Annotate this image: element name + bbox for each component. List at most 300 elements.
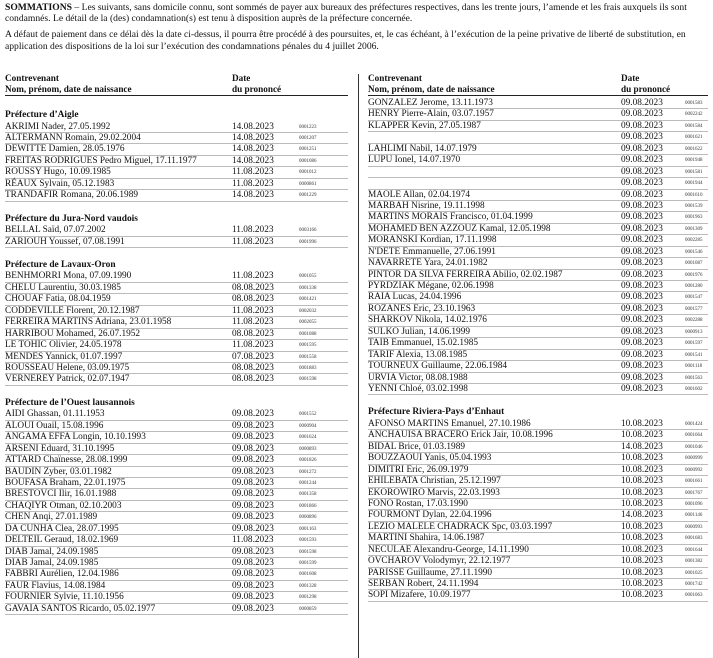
reference-code: 0002242 (685, 112, 703, 118)
table-row (368, 247, 708, 258)
reference-code: 0001424 (685, 421, 703, 427)
table-row (368, 430, 708, 441)
section-spacer (368, 395, 708, 406)
table-row (5, 581, 348, 592)
header-date: Date (621, 73, 640, 83)
offender-name: CHELU Laurentiu, 30.03.1985 (5, 282, 121, 293)
reference-code: 0001087 (685, 261, 703, 267)
section-spacer (5, 98, 348, 109)
verdict-date: 09.08.2023 (232, 466, 274, 477)
verdict-date: 11.08.2023 (232, 271, 274, 282)
verdict-date: 10.08.2023 (621, 590, 663, 601)
verdict-date: 10.08.2023 (621, 487, 663, 498)
reference-code: 0001661 (685, 479, 703, 485)
verdict-date: 09.08.2023 (621, 143, 663, 154)
table-row (368, 545, 708, 556)
verdict-date: 09.08.2023 (621, 303, 663, 314)
verdict-date: 09.08.2023 (232, 546, 274, 557)
verdict-date: 11.08.2023 (232, 535, 274, 546)
reference-code: 0001146 (685, 513, 703, 519)
section-spacer (5, 248, 348, 259)
offender-name: VERNEREY Patrick, 02.07.1947 (5, 374, 130, 385)
table-row (5, 167, 348, 178)
table-row (5, 329, 348, 340)
right-column-body (368, 98, 708, 602)
offender-name: NECULAE Alexandru-George, 14.11.1990 (368, 544, 529, 555)
offender-name: TARIF Alexia, 13.08.1985 (368, 349, 468, 360)
reference-code: 0001096 (685, 501, 703, 507)
table-row (5, 444, 348, 455)
verdict-date: 07.08.2023 (232, 351, 274, 362)
offender-name: BENHMORRI Mona, 07.09.1990 (5, 271, 132, 282)
verdict-date: 09.08.2023 (621, 258, 663, 269)
verdict-date: 14.08.2023 (232, 144, 274, 155)
reference-code: 0001624 (299, 435, 317, 441)
reference-code: 0000913 (685, 329, 703, 335)
offender-name: MAOLE Allan, 02.04.1974 (368, 189, 471, 200)
header-date-cell (232, 73, 281, 94)
offender-name: GAVAIA SANTOS Ricardo, 05.02.1977 (5, 603, 156, 614)
header-name-cell (5, 73, 132, 94)
reference-code: 0001584 (685, 123, 703, 129)
table-row (368, 155, 708, 166)
verdict-date: 11.08.2023 (232, 317, 274, 328)
offender-name: MENDES Yannick, 01.07.1997 (5, 351, 123, 362)
verdict-date: 10.08.2023 (621, 418, 663, 429)
table-row (5, 352, 348, 363)
verdict-date: 14.08.2023 (232, 132, 274, 143)
table-row (5, 409, 348, 420)
offender-name: KLAPPER Kevin, 27.05.1987 (368, 120, 481, 131)
column-header (368, 73, 708, 96)
offender-name: LUPU Ionel, 14.07.1970 (368, 155, 461, 166)
verdict-date: 09.08.2023 (232, 455, 274, 466)
table-row (368, 510, 708, 521)
reference-code: 0000992 (685, 467, 703, 473)
reference-code: 0001272 (299, 469, 317, 475)
table-row (368, 533, 708, 544)
reference-code: 0001583 (685, 101, 703, 106)
verdict-date: 10.08.2023 (621, 544, 663, 555)
reference-code: 0001767 (685, 490, 703, 496)
table-row (368, 419, 708, 430)
verdict-date: 09.08.2023 (621, 109, 663, 120)
section-spacer (5, 386, 348, 397)
offender-name: BIDAL Brice, 01.03.1989 (368, 441, 465, 452)
verdict-date: 09.08.2023 (621, 361, 663, 372)
reference-code: 0001944 (685, 181, 703, 187)
intro-paragraph-1 (5, 2, 708, 24)
table-row (368, 212, 708, 223)
verdict-date: 09.08.2023 (621, 155, 663, 166)
table-row (368, 304, 708, 315)
table-row (368, 373, 708, 384)
table-row (5, 489, 348, 500)
offender-name: BAUDIN Zyber, 03.01.1982 (5, 466, 112, 477)
reference-code: 0001866 (299, 503, 317, 509)
table-row (368, 350, 708, 361)
reference-code: 0001552 (299, 412, 317, 418)
verdict-date: 09.08.2023 (621, 178, 663, 189)
verdict-date: 09.08.2023 (621, 326, 663, 337)
column-header (5, 73, 348, 96)
offender-name: AFONSO MARTINS Emanuel, 27.10.1986 (368, 418, 531, 429)
table-row (368, 361, 708, 372)
table-row (368, 178, 708, 189)
left-column (5, 73, 348, 615)
verdict-date: 09.08.2023 (232, 432, 274, 443)
prefecture-heading: Préfecture de l’Ouest lausannois (5, 397, 135, 408)
verdict-date: 14.08.2023 (621, 510, 663, 521)
reference-code: 0000859 (299, 606, 317, 612)
reference-code: 0001683 (685, 536, 703, 542)
table-row (368, 338, 708, 349)
verdict-date: 09.08.2023 (232, 489, 274, 500)
reference-code: 0001163 (299, 526, 317, 532)
offender-name: LAHLIMI Nabil, 14.07.1979 (368, 143, 477, 154)
reference-code: 0001742 (685, 582, 703, 587)
verdict-date: 09.08.2023 (621, 383, 663, 394)
reference-code: 0001976 (685, 272, 703, 278)
verdict-date: 09.08.2023 (232, 443, 274, 454)
table-row (368, 590, 708, 601)
verdict-date: 10.08.2023 (621, 521, 663, 532)
table-row (368, 556, 708, 567)
verdict-date: 09.08.2023 (232, 409, 274, 420)
offender-name: ATTARD Chaïnesse, 28.08.1999 (5, 455, 128, 466)
verdict-date: 09.08.2023 (232, 592, 274, 603)
table-row (5, 179, 348, 190)
table-row (5, 478, 348, 489)
reference-code: 0001086 (299, 158, 317, 164)
reference-code: 0001298 (299, 595, 317, 601)
reference-code: 0001664 (685, 433, 703, 439)
offender-name: SOPI Mizafere, 10.09.1977 (368, 590, 471, 601)
header-prononce: du prononcé (621, 83, 671, 94)
prefecture-heading: Préfecture Riviera-Pays d’Enhaut (368, 407, 505, 418)
reference-code: 0001046 (685, 444, 703, 450)
reference-code: 0000893 (299, 446, 317, 452)
offender-name: CHOUAF Fatia, 08.04.1959 (5, 294, 111, 305)
table-row (5, 524, 348, 535)
table-row (368, 98, 708, 109)
verdict-date: 09.08.2023 (232, 420, 274, 431)
table-row (5, 547, 348, 558)
verdict-date: 09.08.2023 (621, 349, 663, 360)
offender-name: BRESTOVCI Ilir, 16.01.1988 (5, 489, 117, 500)
offender-name: CHAQIYR Otman, 02.10.2003 (5, 500, 122, 511)
reference-code: 0001338 (299, 285, 317, 291)
verdict-date: 09.08.2023 (232, 558, 274, 568)
offender-name: MARTINI Shahira, 14.06.1987 (368, 533, 485, 544)
intro-block (5, 2, 708, 57)
reference-code: 0001595 (299, 343, 317, 349)
reference-code: 0001063 (685, 593, 703, 599)
offender-name: CHEN Anqi, 27.01.1989 (5, 512, 98, 523)
intro-paragraph-2: A défaut de paiement dans ce délai dès la date ci-dessus, il pourra être procédé à des poursuites, et, le cas échéant, à l’exécution de la peine privative de liberté de substitution, en application des dispositions de la loi sur l’exécution des condamnations pénales du 4 juillet 2006. (5, 29, 686, 52)
offender-name: DEWITTE Damien, 28.05.1976 (5, 144, 125, 155)
verdict-date: 10.08.2023 (621, 498, 663, 509)
verdict-date: 10.08.2023 (621, 430, 663, 441)
reference-code: 0001541 (685, 352, 703, 358)
offender-name: AKRIMI Nader, 27.05.1992 (5, 121, 111, 132)
offender-name: EKOROWIRO Marvis, 22.03.1993 (368, 487, 500, 498)
offender-name: TAIB Emmanuel, 15.02.1985 (368, 338, 479, 349)
reference-code: 0001598 (299, 377, 317, 383)
prefecture-heading: Préfecture d’Aigle (5, 110, 79, 120)
offender-name: NAVARRETE Yara, 24.01.1982 (368, 258, 488, 269)
offender-name: N'DETE Emmanuelle, 27.06.1991 (368, 246, 496, 257)
verdict-date: 09.08.2023 (621, 132, 663, 143)
reference-code: 0001948 (685, 158, 703, 164)
reference-code: 0001251 (299, 147, 317, 153)
offender-name: DIAB Jamal, 24.09.1985 (5, 558, 99, 568)
table-row (368, 224, 708, 235)
offender-name: MOHAMED BEN AZZOUZ Kamal, 12.05.1998 (368, 223, 551, 234)
table-row (368, 476, 708, 487)
reference-code: 0001883 (299, 365, 317, 371)
reference-code: 0000993 (685, 524, 703, 530)
offender-name: MARBAH Nisrine, 19.11.1998 (368, 200, 485, 211)
table-row (368, 315, 708, 326)
verdict-date: 09.08.2023 (621, 269, 663, 280)
offender-name: MORANSKI Kordian, 17.11.1998 (368, 235, 497, 246)
reference-code: 0002288 (685, 318, 703, 324)
verdict-date: 09.08.2023 (232, 512, 274, 523)
reference-code: 0001593 (299, 538, 317, 544)
reference-code: 0001207 (299, 135, 317, 141)
verdict-date: 09.08.2023 (232, 580, 274, 591)
table-row (368, 109, 708, 120)
offender-name: RAIA Lucas, 24.04.1996 (368, 292, 462, 303)
table-row (368, 568, 708, 579)
reference-code: 0001546 (685, 249, 703, 255)
offender-name: ROZANES Eric, 23.10.1963 (368, 303, 476, 314)
verdict-date: 09.08.2023 (621, 281, 663, 291)
offender-name: ANGAMA EFFA Longin, 10.10.1993 (5, 432, 146, 443)
reference-code: 0001309 (685, 226, 703, 232)
verdict-date: 10.08.2023 (621, 533, 663, 544)
table-row (5, 190, 348, 201)
verdict-date: 08.08.2023 (232, 374, 274, 385)
intro-lead: SOMMATIONS (5, 2, 72, 13)
offender-name: ZARIOUH Youssef, 07.08.1991 (5, 236, 125, 247)
reference-code: 0001088 (299, 331, 317, 337)
reference-code: 0002032 (299, 308, 317, 314)
table-row (5, 340, 348, 351)
reference-code: 0000896 (299, 515, 317, 521)
reference-code: 0000861 (299, 181, 317, 187)
offender-name: FREITAS RODRIGUES Pedro Miguel, 17.11.1977 (5, 155, 197, 166)
verdict-date: 10.08.2023 (621, 567, 663, 578)
verdict-date: 09.08.2023 (621, 166, 663, 177)
offender-name: YENNI Chloé, 03.02.1998 (368, 383, 468, 394)
header-prononce: du prononcé (232, 83, 282, 94)
intro-text-1: – Les suivants, sans domicile connu, sont sommés de payer aux bureaux des préfectures respectives, dans les trente jours, l’amende et les frais auxquels ils sont condamnés. Le détail de la (des) condamnation(s) est tenu à disposition auprès de la préfecture concernée. (5, 2, 687, 25)
table-row (368, 144, 708, 155)
offender-name: BOUFASA Braham, 22.01.1975 (5, 477, 126, 488)
verdict-date: 09.08.2023 (621, 372, 663, 383)
verdict-date: 14.08.2023 (232, 121, 274, 132)
offender-name: RÉAUX Sylvain, 05.12.1983 (5, 178, 115, 189)
verdict-date: 14.08.2023 (232, 155, 274, 166)
offender-name: SERBAN Robert, 24.11.1994 (368, 579, 479, 589)
table-row (5, 225, 348, 236)
verdict-date: 10.08.2023 (621, 464, 663, 475)
reference-code: 0002285 (685, 238, 703, 244)
table-row (5, 592, 348, 603)
verdict-date: 08.08.2023 (232, 294, 274, 305)
reference-code: 0001581 (685, 169, 703, 175)
column-divider (358, 74, 359, 658)
prefecture-heading: Préfecture du Jura-Nord vaudois (5, 213, 138, 224)
offender-name: TRANDAFIR Romana, 20.06.1989 (5, 190, 138, 201)
table-row (5, 122, 348, 133)
header-date-cell (621, 73, 670, 94)
reference-code: 0001644 (685, 547, 703, 553)
verdict-date: 09.08.2023 (621, 200, 663, 211)
verdict-date: 09.08.2023 (232, 523, 274, 534)
offender-name: AIDI Ghassan, 01.11.1953 (5, 409, 105, 420)
offender-name: BELLAL Saïd, 07.07.2002 (5, 225, 106, 236)
offender-name: FONO Rostan, 17.03.1990 (368, 498, 468, 509)
offender-name: CODDEVILLE Florent, 20.12.1987 (5, 305, 140, 316)
table-row (5, 317, 348, 328)
section-spacer (5, 202, 348, 213)
verdict-date: 11.08.2023 (232, 340, 274, 351)
verdict-date: 11.08.2023 (232, 305, 274, 316)
offender-name: PINTOR DA SILVA FERREIRA Abilio, 02.02.1987 (368, 269, 563, 280)
table-row (5, 283, 348, 294)
verdict-date: 09.08.2023 (232, 477, 274, 488)
reference-code: 0001826 (299, 458, 317, 464)
offender-name: PYRDZIAK Mégane, 02.06.1998 (368, 281, 494, 291)
offender-name: FABBRI Aurélien, 12.04.1986 (5, 569, 119, 580)
table-row (5, 271, 348, 282)
table-row (5, 294, 348, 305)
offender-name: ROUSSY Hugo, 10.09.1985 (5, 167, 111, 178)
verdict-date: 11.08.2023 (232, 236, 274, 247)
verdict-date: 09.08.2023 (621, 315, 663, 326)
table-row (368, 499, 708, 510)
table-row (368, 579, 708, 590)
reference-code: 0001244 (299, 480, 317, 486)
left-column-body (5, 98, 348, 615)
header-nom: Nom, prénom, date de naissance (5, 83, 132, 94)
offender-name: DIAB Jamal, 24.09.1985 (5, 546, 99, 557)
verdict-date: 11.08.2023 (232, 178, 274, 189)
reference-code: 0001608 (299, 572, 317, 578)
reference-code: 0003166 (299, 228, 317, 234)
verdict-date: 09.08.2023 (232, 500, 274, 511)
reference-code: 0001597 (685, 341, 703, 347)
offender-name: FOURMONT Dylan, 22.04.1996 (368, 510, 492, 521)
table-row (5, 512, 348, 523)
verdict-date: 10.08.2023 (621, 453, 663, 464)
table-row (5, 535, 348, 546)
table-row (368, 190, 708, 201)
reference-code: 0001421 (299, 297, 317, 303)
offender-name: ALOUI Ouail, 15.08.1996 (5, 420, 104, 431)
reference-code: 0001118 (685, 364, 703, 370)
table-row (5, 363, 348, 374)
offender-name: FAUR Flavius, 14.08.1984 (5, 580, 106, 591)
verdict-date: 08.08.2023 (232, 282, 274, 293)
table-row (368, 270, 708, 281)
reference-code: 0001280 (685, 284, 703, 289)
verdict-date: 09.08.2023 (621, 338, 663, 349)
verdict-date: 14.08.2023 (621, 441, 663, 452)
offender-name: SHARKOV Nikola, 14.02.1976 (368, 315, 487, 326)
reference-code: 0001382 (685, 559, 703, 565)
verdict-date: 09.08.2023 (621, 189, 663, 200)
verdict-date: 10.08.2023 (621, 579, 663, 589)
reference-code: 0001621 (685, 135, 703, 141)
verdict-date: 10.08.2023 (621, 556, 663, 567)
right-column (368, 73, 708, 602)
table-row (5, 432, 348, 443)
offender-name: SULKO Julian, 14.06.1999 (368, 326, 471, 337)
offender-name: FOURNIER Sylvie, 11.10.1956 (5, 592, 124, 603)
offender-name: DELTEIL Geraud, 18.02.1969 (5, 535, 119, 546)
offender-name: DA CUNHA Clea, 28.07.1995 (5, 523, 119, 534)
reference-code: 0001602 (685, 386, 703, 392)
table-row (368, 258, 708, 269)
table-row (5, 421, 348, 432)
header-nom: Nom, prénom, date de naissance (368, 83, 495, 94)
verdict-date: 14.08.2023 (232, 190, 274, 201)
table-row (5, 133, 348, 144)
table-row (5, 455, 348, 466)
offender-name: HARRIBOU Mohamed, 26.07.1952 (5, 328, 141, 339)
verdict-date: 09.08.2023 (621, 223, 663, 234)
table-row (368, 132, 708, 143)
verdict-date: 09.08.2023 (621, 120, 663, 131)
table-row (5, 156, 348, 167)
reference-code: 0001328 (299, 583, 317, 589)
table-row (368, 327, 708, 338)
reference-code: 0001025 (685, 570, 703, 576)
table-row (5, 558, 348, 569)
verdict-date: 08.08.2023 (232, 328, 274, 339)
reference-code: 0001547 (685, 295, 703, 301)
table-row (368, 522, 708, 533)
reference-code: 0002055 (299, 320, 317, 326)
verdict-date: 09.08.2023 (232, 603, 274, 614)
offender-name: FERREIRA MARTINS Adriana, 23.01.1958 (5, 317, 172, 328)
offender-name: GONZALEZ Jerome, 13.11.1973 (368, 98, 493, 108)
reference-code: 0000904 (299, 423, 317, 429)
table-row (368, 235, 708, 246)
offender-name: DIMITRI Eric, 26.09.1979 (368, 464, 469, 475)
reference-code: 0001599 (299, 561, 317, 566)
reference-code: 0001610 (685, 192, 703, 198)
verdict-date: 08.08.2023 (232, 362, 274, 373)
table-row (368, 201, 708, 212)
reference-code: 0001358 (299, 492, 317, 498)
offender-name: OVCHAROV Volodymyr, 22.12.1977 (368, 556, 511, 567)
table-row (368, 442, 708, 453)
reference-code: 0001539 (685, 203, 703, 209)
offender-name: URVIA Victor, 08.08.1988 (368, 372, 468, 383)
verdict-date: 09.08.2023 (621, 98, 663, 108)
header-name-cell (368, 73, 495, 94)
offender-name: HENRY Pierre-Alain, 03.07.1957 (368, 109, 494, 120)
table-row (5, 237, 348, 248)
offender-name: MARTINS MORAIS Francisco, 01.04.1999 (368, 212, 533, 223)
header-date: Date (232, 73, 251, 83)
table-row (368, 292, 708, 303)
